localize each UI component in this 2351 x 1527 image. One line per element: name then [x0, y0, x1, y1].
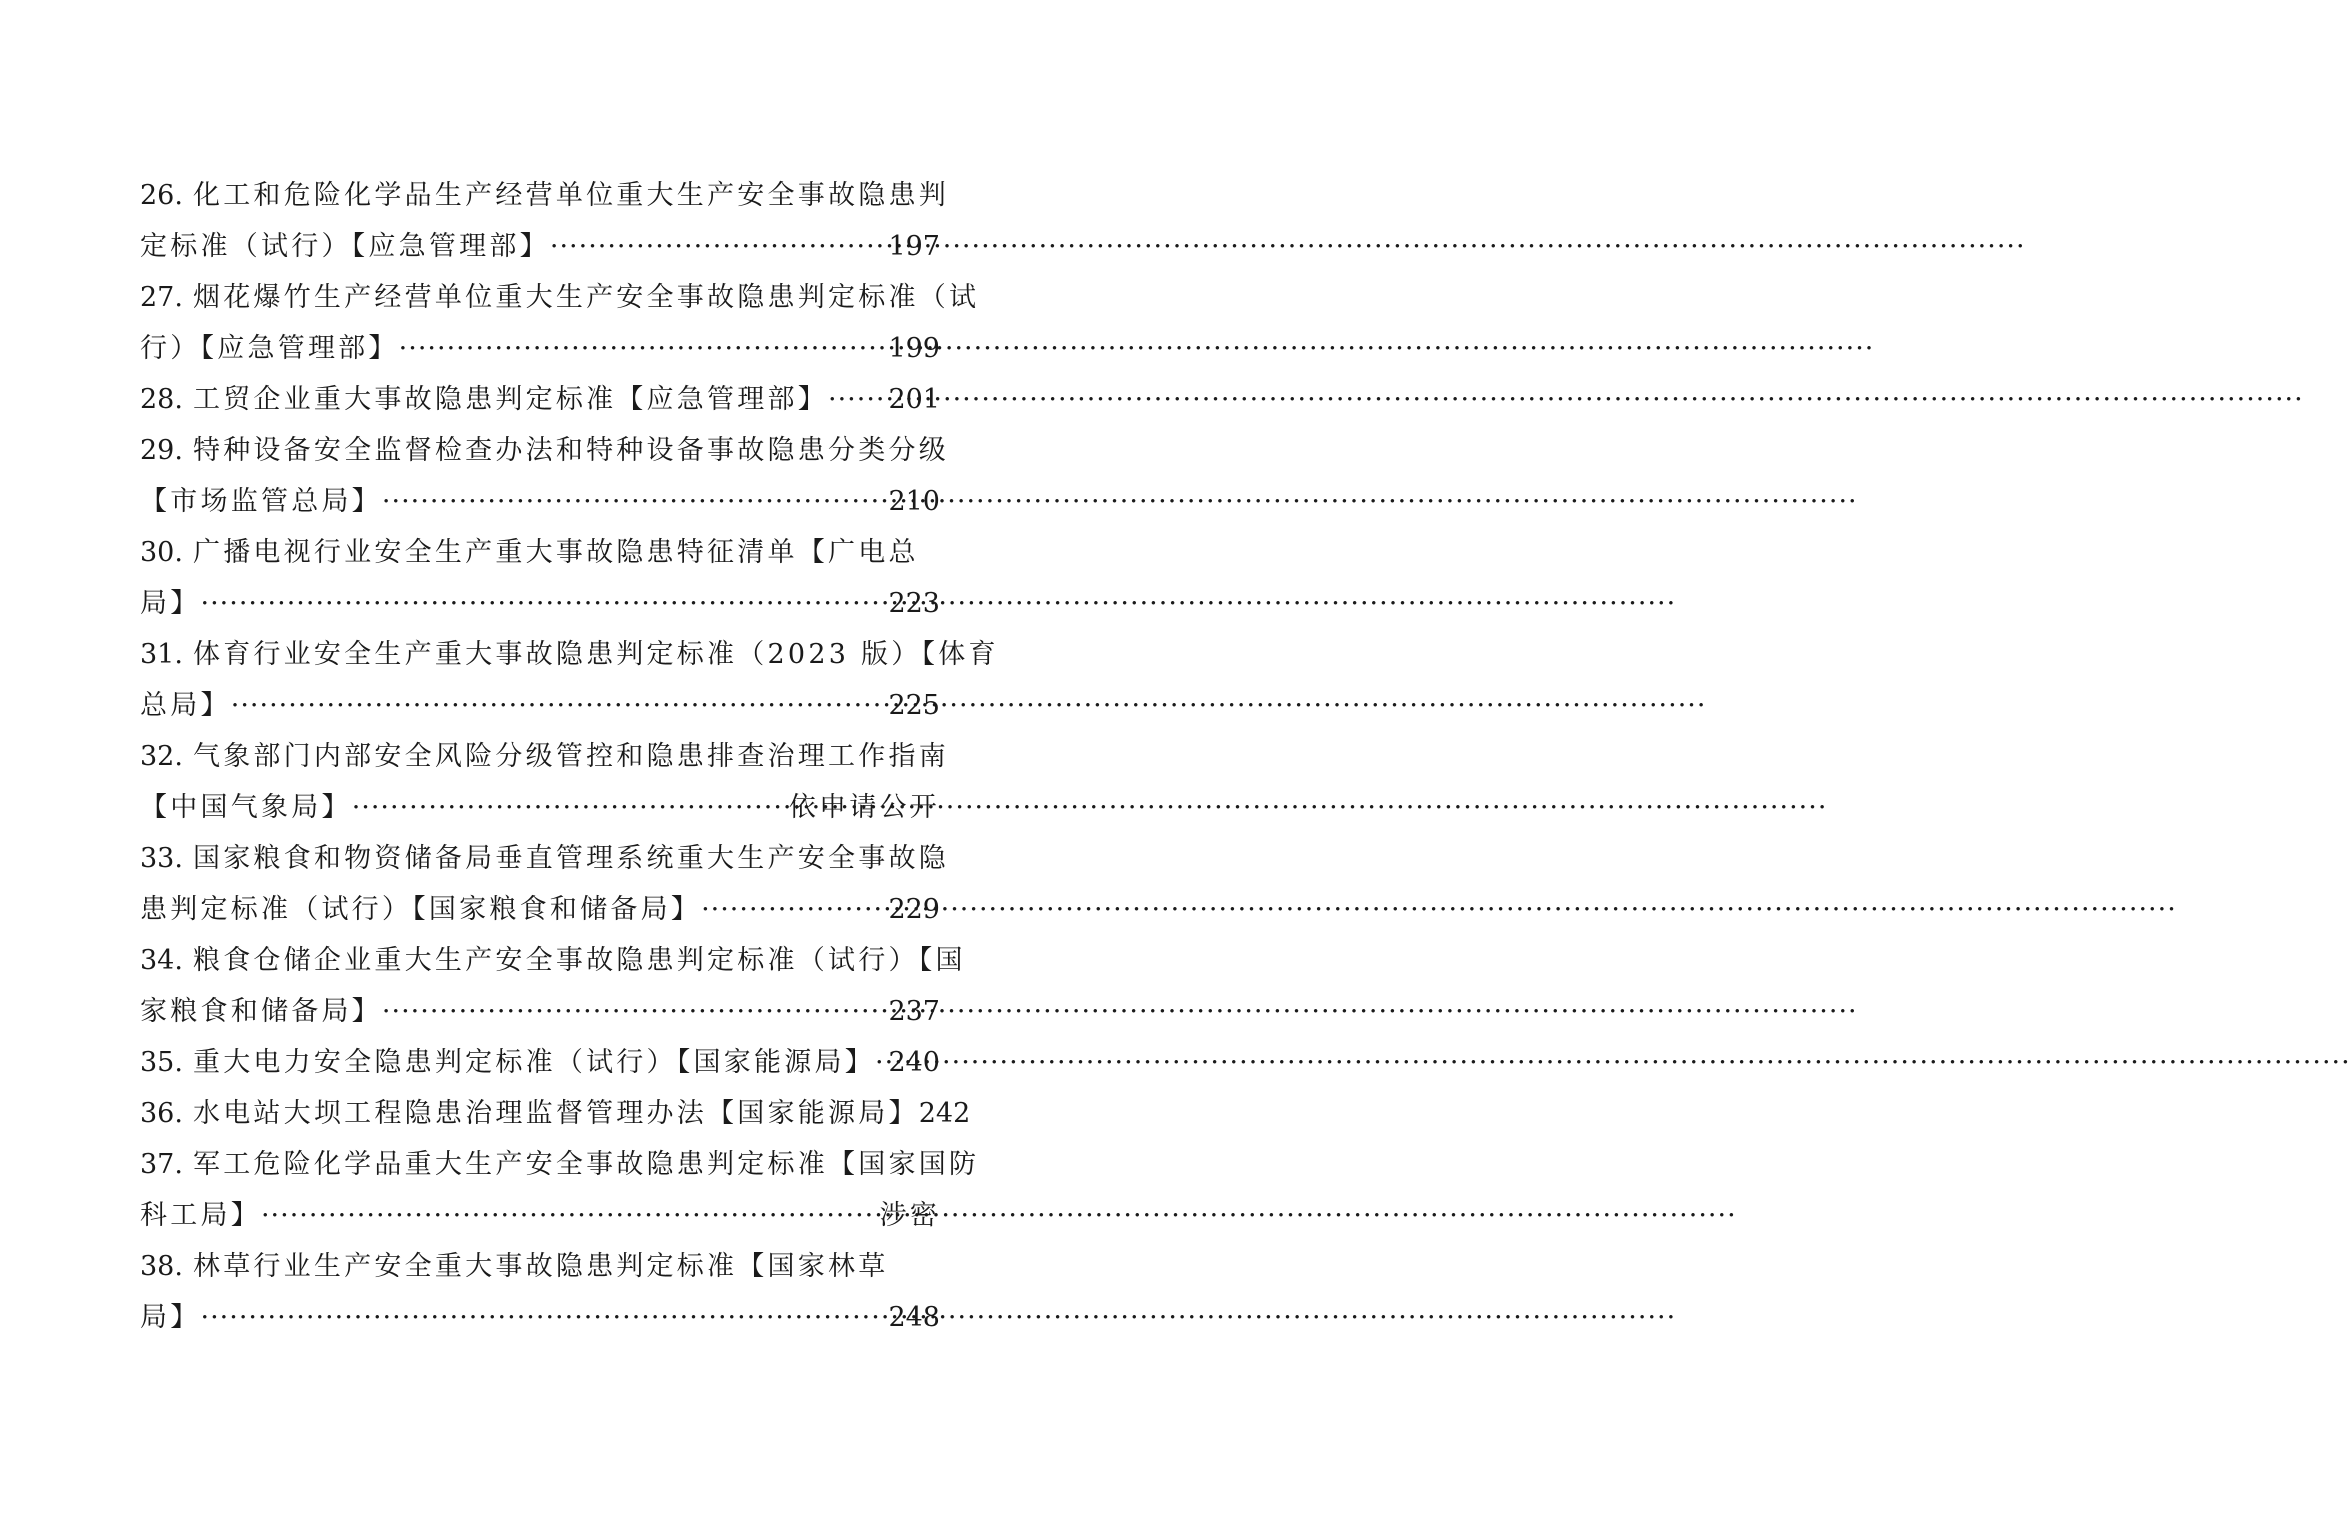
leader-dots	[261, 1190, 880, 1241]
toc-entry-title-continuation: 【中国气象局】	[140, 792, 352, 823]
leader-dots	[200, 578, 888, 629]
toc-entry	[140, 833, 949, 935]
toc-entry-line	[140, 884, 940, 935]
toc-page-number: 依申请公开	[788, 792, 940, 823]
toc-entry-line	[140, 578, 940, 629]
toc-page-number: 237	[888, 996, 940, 1027]
toc-entry-line	[140, 170, 949, 221]
toc-entry-number: 35.	[140, 1047, 183, 1078]
toc-entry-title: 重大电力安全隐患判定标准（试行）【国家能源局】	[192, 1047, 875, 1078]
toc-entry-title-continuation: 【市场监管总局】	[140, 486, 382, 517]
toc-entry-line	[140, 986, 940, 1037]
toc-entry-line	[140, 731, 949, 782]
toc-entry-line	[140, 935, 966, 986]
toc-entry-title: 气象部门内部安全风险分级管控和隐患排查治理工作指南	[192, 741, 949, 772]
toc-entry-number: 32.	[140, 741, 183, 772]
toc-entry-title-continuation: 患判定标准（试行）【国家粮食和储备局】	[140, 894, 702, 925]
toc-entry-number: 34.	[140, 945, 183, 976]
toc-entry-number: 30.	[140, 537, 183, 568]
toc-page-number: 197	[888, 231, 940, 262]
toc-entry-title: 粮食仓储企业重大生产安全事故隐患判定标准（试行）【国	[192, 945, 966, 976]
toc-entry-title: 体育行业安全生产重大事故隐患判定标准（2023 版）【体育	[192, 639, 999, 670]
leader-dots	[701, 884, 888, 935]
toc-entry-title-continuation: 科工局】	[140, 1200, 261, 1231]
toc-entry-line	[140, 221, 940, 272]
toc-page-number: 199	[888, 333, 940, 364]
toc-page-number: 242	[918, 1098, 971, 1129]
toc-page-number: 225	[888, 690, 940, 721]
toc-entry	[140, 935, 966, 1037]
leader-dots	[550, 221, 889, 272]
toc-page-number: 240	[888, 1047, 940, 1078]
toc-entry	[140, 1139, 980, 1241]
leader-dots	[382, 986, 889, 1037]
toc-entry-line	[140, 272, 980, 323]
toc-entry-number: 28.	[140, 384, 183, 415]
toc-entry-line	[140, 833, 949, 884]
toc-entry-title: 水电站大坝工程隐患治理监督管理办法【国家能源局】	[192, 1098, 919, 1129]
toc-entry-line	[140, 1139, 980, 1190]
toc-entry-line	[140, 782, 940, 833]
toc-entry-number: 38.	[140, 1251, 183, 1282]
toc-entry-title: 军工危险化学品重大生产安全事故隐患判定标准【国家国防	[192, 1149, 980, 1180]
toc-entry-line	[140, 323, 940, 374]
toc-entry-number: 26.	[140, 180, 183, 211]
leader-dots	[399, 323, 889, 374]
toc-page-number: 229	[888, 894, 940, 925]
toc-entry-number: 27.	[140, 282, 183, 313]
toc-entry-title: 特种设备安全监督检查办法和特种设备事故隐患分类分级	[192, 435, 949, 466]
toc-entry-title: 广播电视行业安全生产重大事故隐患特征清单【广电总	[192, 537, 919, 568]
leader-dots	[828, 374, 888, 425]
toc-entry-title: 国家粮食和物资储备局垂直管理系统重大生产安全事故隐	[192, 843, 949, 874]
toc-entry-title-continuation: 行）【应急管理部】	[140, 333, 399, 364]
toc-entry	[140, 374, 940, 425]
toc-entry-number: 36.	[140, 1098, 183, 1129]
toc-entry-title-continuation: 总局】	[140, 690, 231, 721]
toc-entry-title-continuation: 家粮食和储备局】	[140, 996, 382, 1027]
toc-entry-title: 化工和危险化学品生产经营单位重大生产安全事故隐患判	[192, 180, 949, 211]
leader-dots	[231, 680, 889, 731]
toc-entry	[140, 1088, 971, 1139]
toc-entry-number: 31.	[140, 639, 183, 670]
toc-page-number: 248	[888, 1302, 940, 1333]
toc-page-number: 223	[888, 588, 940, 619]
toc-entry	[140, 527, 940, 629]
toc-entry-line	[140, 527, 940, 578]
toc-entry-line	[140, 1037, 940, 1088]
toc-entry-line	[140, 374, 940, 425]
toc-page-number: 涉密	[879, 1200, 940, 1231]
toc-entry-line	[140, 680, 940, 731]
toc-entry-title-continuation: 局】	[140, 588, 201, 619]
toc-entry-number: 29.	[140, 435, 183, 466]
toc-entry-title-continuation: 定标准（试行）【应急管理部】	[140, 231, 550, 262]
toc-entry-line	[140, 476, 940, 527]
toc-entry-line	[140, 1241, 940, 1292]
toc-entry	[140, 629, 999, 731]
toc-entry	[140, 1241, 940, 1343]
table-of-contents	[140, 170, 999, 1343]
toc-entry-line	[140, 629, 999, 680]
toc-entry-title-continuation: 局】	[140, 1302, 201, 1333]
toc-entry-number: 33.	[140, 843, 183, 874]
toc-entry	[140, 1037, 940, 1088]
leader-dots	[875, 1037, 888, 1088]
document-page	[0, 0, 1080, 1527]
toc-entry-title: 林草行业生产安全重大事故隐患判定标准【国家林草	[192, 1251, 889, 1282]
toc-entry	[140, 170, 949, 272]
toc-entry-line	[140, 1292, 940, 1343]
toc-entry	[140, 425, 949, 527]
leader-dots	[382, 476, 889, 527]
toc-entry	[140, 272, 980, 374]
toc-entry	[140, 731, 949, 833]
toc-entry-number: 37.	[140, 1149, 183, 1180]
toc-entry-title: 工贸企业重大事故隐患判定标准【应急管理部】	[192, 384, 828, 415]
toc-page-number: 201	[888, 384, 940, 415]
leader-dots	[200, 1292, 888, 1343]
toc-entry-line	[140, 425, 949, 476]
toc-entry-line	[140, 1190, 940, 1241]
leader-dots	[352, 782, 789, 833]
toc-entry-line	[140, 1088, 971, 1139]
toc-page-number: 210	[888, 486, 940, 517]
toc-entry-title: 烟花爆竹生产经营单位重大生产安全事故隐患判定标准（试	[192, 282, 980, 313]
